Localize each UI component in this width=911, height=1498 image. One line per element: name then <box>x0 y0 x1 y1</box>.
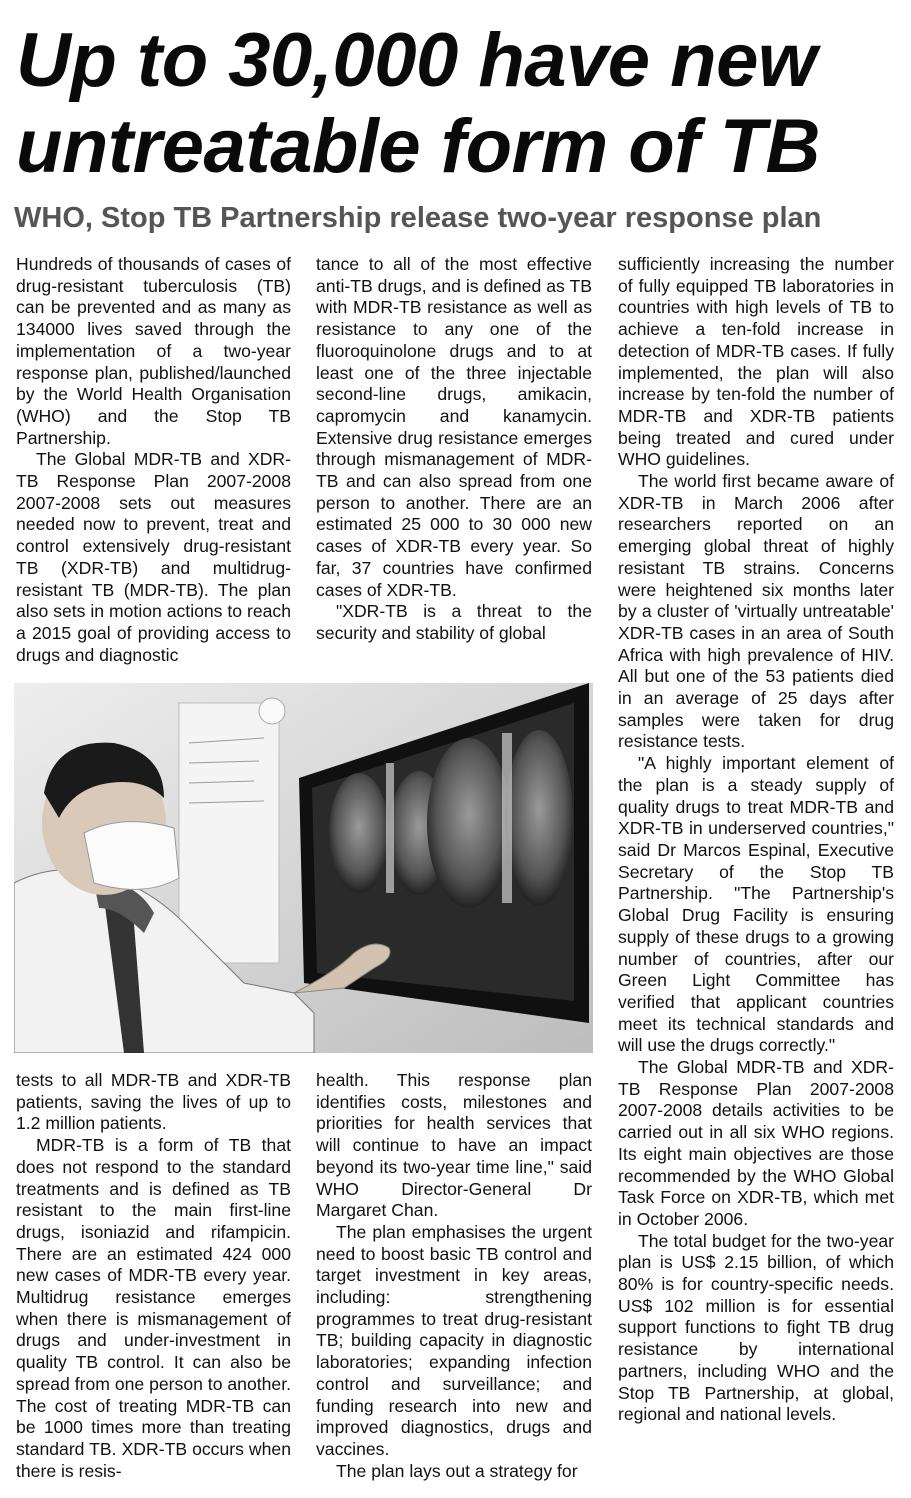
paragraph: "A highly important element of the plan is a steady supply of quality drugs to treat MDR-TB and XDR-TB in underserved countries," said Dr Marcos Espinal, Executive Secretary of the Stop TB Partnership. "The Partnership's Global Drug Facility is ensuring supply of these drugs to a growing number of countries, after our Green Light Committee has verified that applicant countries meet its technical standards and will use the drugs correctly." <box>618 753 894 1056</box>
paragraph: tance to all of the most effective anti-TB drugs, and is defined as TB with MDR-TB resistance as well as resistance to any one of the fluoroquinolone drugs and to at least one of the three injectable second-line drugs, amikacin, capromycin and kanamycin. Extensive drug resistance emerges through mismanagement of MDR-TB and can also spread from one person to another. There are an estimated 25 000 to 30 000 new cases of XDR-TB every year. So far, 37 countries have confirmed cases of XDR-TB. <box>316 254 592 600</box>
xray-photo <box>14 683 593 1053</box>
xray-photo-illustration <box>14 683 593 1053</box>
headline: Up to 30,000 have new untreatable form of TB <box>16 18 820 189</box>
paragraph: The plan lays out a strategy for <box>336 1460 578 1481</box>
paragraph: The world first became aware of XDR-TB in March 2006 after researchers reported on an emerging global threat of highly resistant TB strains. Concerns were heightened six months later by a cluster of 'virtually untreatable' XDR-TB cases in an area of South Africa with high prevalence of HIV. All but one of the 53 patients died in an average of 25 days after samples were taken for drug resistance tests. <box>618 471 894 752</box>
paragraph: Hundreds of thousands of cases of drug-resistant tuberculosis (TB) can be prevented and as many as 134000 lives saved through the implementation of a two-year response plan, published/launched by the World Health Organisation (WHO) and the Stop TB Partnership. <box>16 254 291 448</box>
column-1-bottom <box>16 1070 291 1486</box>
paragraph: The Global MDR-TB and XDR-TB Response Plan 2007-2008 2007-2008 sets out measures needed now to prevent, treat and control extensively drug-resistant TB (XDR-TB) and multidrug-resistant TB (MDR-TB). The plan also sets in motion actions to reach a 2015 goal of providing access to drugs and diagnostic <box>16 449 291 665</box>
column-1-top <box>16 254 291 666</box>
paragraph: The total budget for the two-year plan is US$ 2.15 billion, of which 80% is for country-specific needs. US$ 102 million is for essential support functions to fight TB drug resistance by international partners, including WHO and the Stop TB Partnership, at global, regional and national levels. <box>618 1230 894 1425</box>
paragraph: tests to all MDR-TB and XDR-TB patients, saving the lives of up to 1.2 million patients. <box>16 1070 291 1134</box>
column-2-bottom <box>316 1070 592 1486</box>
column-2-top <box>316 254 592 666</box>
paragraph: The plan emphasises the urgent need to boost basic TB control and target investment in key areas, including: strengthening programmes to treat drug-resistant TB; building capacity in diagnostic laboratories; expanding infection control and surveillance; and funding research into new and improved diagnostics, drugs and vaccines. <box>316 1221 592 1459</box>
subheadline: WHO, Stop TB Partnership release two-year response plan <box>14 202 822 234</box>
paragraph: "XDR-TB is a threat to the security and stability of global <box>316 601 592 643</box>
column-3 <box>618 254 894 1486</box>
paragraph: sufficiently increasing the number of fully equipped TB laboratories in countries with high levels of TB to achieve a ten-fold increase in detection of MDR-TB cases. If fully implemented, the plan will also increase by ten-fold the number of MDR-TB and XDR-TB patients being treated and cured under WHO guidelines. <box>618 254 894 470</box>
paragraph: health. This response plan identifies costs, milestones and priorities for health services that will continue to have an impact beyond its two-year time line," said WHO Director-General Dr Margaret Chan. <box>316 1070 592 1221</box>
paragraph: MDR-TB is a form of TB that does not respond to the standard treatments and is defined as TB resistant to the main first-line drugs, isoniazid and rifampicin. There are an estimated 424 000 new cases of MDR-TB every year. Multidrug resistance emerges when there is mismanagement of drugs and under-investment in quality TB control. It can also be spread from one person to another. The cost of treating MDR-TB can be 1000 times more than treating standard TB. XDR-TB occurs when there is resis- <box>16 1135 291 1481</box>
paragraph: The Global MDR-TB and XDR-TB Response Plan 2007-2008 2007-2008 details activities to be carried out in all six WHO regions. Its eight main objectives are those recommended by the WHO Global Task Force on XDR-TB, which met in October 2006. <box>618 1057 894 1229</box>
